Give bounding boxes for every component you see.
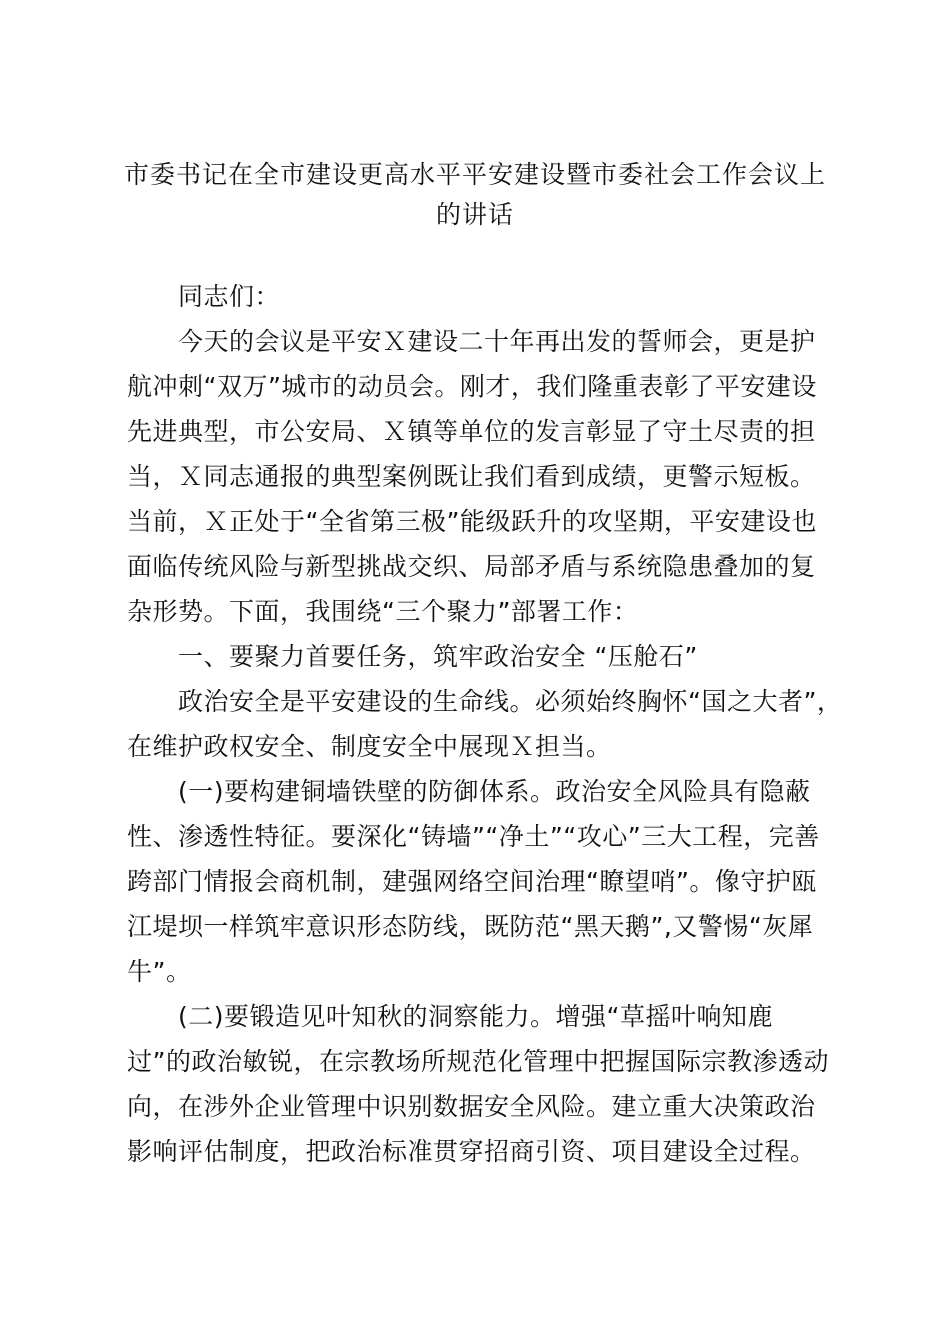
paragraph-line: 当前，Ｘ正处于“全省第三极”能级跃升的攻坚期，平安建设也: [127, 507, 817, 536]
paragraph-line: 牛”。: [127, 957, 192, 986]
document-title: [118, 155, 832, 235]
paragraph-line: 跨部门情报会商机制，建强网络空间治理“瞭望哨”。像守护瓯: [127, 867, 817, 896]
paragraph-line: 先进典型，市公安局、Ｘ镇等单位的发言彰显了守土尽责的担: [127, 417, 816, 446]
paragraph-line: 江堤坝一样筑牢意识形态防线，既防范“黑天鹅”,又警惕“灰犀: [127, 912, 814, 941]
paragraph-line: 过”的政治敏锐，在宗教场所规范化管理中把握国际宗教渗透动: [127, 1047, 829, 1076]
paragraph-line: (一)要构建铜墙铁壁的防御体系。政治安全风险具有隐蔽: [178, 777, 811, 806]
paragraph-line: 航冲刺“双万”城市的动员会。刚才，我们隆重表彰了平安建设: [127, 372, 817, 401]
paragraph-line: 向，在涉外企业管理中识别数据安全风险。建立重大决策政治: [127, 1092, 816, 1121]
paragraph-line: 性、渗透性特征。要深化“铸墙”“净土”“攻心”三大工程，完善: [127, 822, 820, 851]
paragraph-line: (二)要锻造见叶知秋的洞察能力。增强“草摇叶响知鹿: [178, 1002, 773, 1031]
section-heading: 一、要聚力首要任务，筑牢政治安全 “压舱石”: [178, 642, 698, 671]
paragraph-line: 今天的会议是平安Ｘ建设二十年再出发的誓师会，更是护: [178, 327, 816, 356]
title-line-1: 市委书记在全市建设更高水平平安建设暨市委社会工作会议上: [123, 160, 826, 189]
paragraph-line: 在维护政权安全、制度安全中展现Ｘ担当。: [127, 732, 612, 761]
paragraph-line: 政治安全是平安建设的生命线。必须始终胸怀“国之大者”，: [178, 687, 843, 716]
paragraph-line: 当，Ｘ同志通报的典型案例既让我们看到成绩，更警示短板。: [127, 462, 816, 491]
paragraph-line: 面临传统风险与新型挑战交织、局部矛盾与系统隐患叠加的复: [127, 552, 816, 581]
paragraph-line: 影响评估制度，把政治标准贯穿招商引资、项目建设全过程。: [127, 1137, 816, 1166]
paragraph-line: 杂形势。下面，我围绕“三个聚力”部署工作：: [127, 597, 639, 626]
title-line-2: 的讲话: [435, 200, 514, 229]
salutation: 同志们：: [178, 282, 281, 311]
